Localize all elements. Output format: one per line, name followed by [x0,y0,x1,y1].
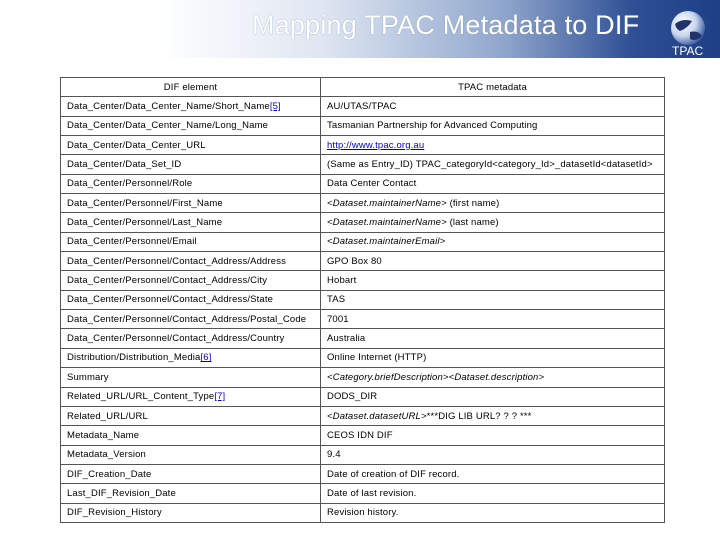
dif-element-text: Data_Center/Personnel/Contact_Address/Postal_Code [67,313,307,325]
table-row [61,271,665,290]
dif-element-cell [61,348,321,367]
footnote-reference-link[interactable]: [5] [269,101,281,113]
dif-element-text: Data_Center/Data_Set_ID [67,159,182,171]
dif-element-cell [61,310,321,329]
table-row [61,406,665,425]
dif-element-cell [61,97,321,116]
table-row [61,194,665,213]
dif-element-cell [61,368,321,387]
tpac-metadata-cell [321,252,665,271]
tpac-metadata-text: Date of creation of DIF record. [327,468,460,480]
dif-element-text: DIF_Creation_Date [67,468,152,480]
data-center-url-link[interactable]: http://www.tpac.org.au [327,139,425,151]
dif-element-cell [61,464,321,483]
tpac-metadata-cell [321,329,665,348]
dif-element-cell [61,271,321,290]
tpac-metadata-cell [321,348,665,367]
tpac-metadata-text: DODS_DIR [327,391,378,403]
dif-element-cell [61,484,321,503]
dif-element-text: Data_Center/Personnel/Contact_Address/State [67,294,274,306]
slide-title: Mapping TPAC Metadata to DIF [252,10,640,40]
dif-element-cell [61,194,321,213]
metadata-field-placeholder: <Dataset.maintainerName> [327,197,447,209]
tpac-metadata-text: Hobart [327,275,357,287]
dif-element-text: Metadata_Name [67,429,140,441]
dif-element-text: Data_Center/Personnel/Contact_Address/Address [67,255,287,267]
metadata-mapping-table [60,77,665,523]
table-row [61,368,665,387]
metadata-field-placeholder: <Dataset.maintainerEmail> [327,236,446,248]
tpac-metadata-cell [321,368,665,387]
tpac-metadata-text: Australia [327,333,366,345]
metadata-field-placeholder: <Dataset.datasetURL> [327,410,427,422]
tpac-metadata-cell [321,406,665,425]
table-row [61,252,665,271]
tpac-metadata-text: Online Internet (HTTP) [327,352,427,364]
dif-element-cell [61,406,321,425]
table-row [61,348,665,367]
tpac-metadata-cell [321,426,665,445]
metadata-field-placeholder: <Dataset.maintainerName> [327,217,447,229]
tpac-metadata-cell [321,464,665,483]
tpac-metadata-text: 7001 [327,313,349,325]
table-row [61,464,665,483]
tpac-metadata-cell [321,271,665,290]
dif-element-cell [61,426,321,445]
dif-element-cell [61,155,321,174]
tpac-metadata-cell [321,387,665,406]
table-row [61,232,665,251]
tpac-metadata-cell [321,174,665,193]
tpac-metadata-cell [321,232,665,251]
dif-element-cell [61,252,321,271]
tpac-metadata-cell [321,213,665,232]
table-row [61,310,665,329]
tpac-metadata-text: Data Center Contact [327,178,417,190]
dif-element-cell [61,174,321,193]
tpac-metadata-text: 9.4 [327,449,341,461]
dif-element-text: Metadata_Version [67,449,146,461]
tpac-metadata-text: TAS [327,294,346,306]
tpac-metadata-cell [321,136,665,155]
dif-element-cell [61,232,321,251]
tpac-metadata-text: AU/UTAS/TPAC [327,101,397,113]
footnote-reference-link[interactable]: [7] [214,391,226,403]
dif-element-text: Data_Center/Personnel/First_Name [67,197,223,209]
tpac-metadata-cell [321,194,665,213]
table-row [61,426,665,445]
dif-element-cell [61,387,321,406]
table-row [61,155,665,174]
dif-element-text: Last_DIF_Revision_Date [67,487,176,499]
title-banner [0,0,720,58]
footnote-reference-link[interactable]: [6] [200,352,212,364]
tpac-metadata-cell [321,116,665,135]
tpac-metadata-text: Date of last revision. [327,487,417,499]
dif-element-cell [61,213,321,232]
tpac-metadata-text: GPO Box 80 [327,255,382,267]
table-row [61,329,665,348]
dif-element-cell [61,503,321,522]
dif-element-cell [61,290,321,309]
tpac-metadata-text: Revision history. [327,507,399,519]
table-row [61,387,665,406]
metadata-note-text: ***DIG LIB URL? ? ? *** [426,410,532,422]
dif-element-text: Distribution/Distribution_Media [67,352,201,364]
dif-element-text: DIF_Revision_History [67,507,162,519]
metadata-note-text: (last name) [446,217,499,229]
table-row [61,213,665,232]
dif-element-text: Related_URL/URL_Content_Type [67,391,215,403]
dif-element-text: Data_Center/Personnel/Contact_Address/Country [67,333,285,345]
table-row [61,503,665,522]
tpac-metadata-cell [321,155,665,174]
column-header-dif-element: DIF element [61,78,321,97]
dif-element-text: Data_Center/Data_Center_Name/Short_Name [67,101,270,113]
logo-text: TPAC [672,44,704,58]
table-row [61,97,665,116]
tpac-metadata-text: Tasmanian Partnership for Advanced Computing [327,120,538,132]
table-row [61,174,665,193]
column-header-tpac-metadata: TPAC metadata [321,78,665,97]
table-row [61,290,665,309]
tpac-metadata-cell [321,310,665,329]
metadata-field-placeholder: <Category.briefDescription><Dataset.description> [327,371,545,383]
tpac-metadata-cell [321,445,665,464]
tpac-metadata-cell [321,290,665,309]
table-row [61,445,665,464]
dif-element-text: Data_Center/Data_Center_URL [67,139,206,151]
tpac-metadata-cell [321,97,665,116]
tpac-metadata-cell [321,484,665,503]
dif-element-cell [61,116,321,135]
dif-element-text: Data_Center/Personnel/Role [67,178,193,190]
dif-element-text: Summary [67,371,109,383]
dif-element-text: Data_Center/Data_Center_Name/Long_Name [67,120,269,132]
dif-element-text: Data_Center/Personnel/Email [67,236,197,248]
table-row [61,116,665,135]
table-row [61,484,665,503]
dif-element-text: Data_Center/Personnel/Contact_Address/City [67,275,268,287]
dif-element-cell [61,445,321,464]
tpac-metadata-text: CEOS IDN DIF [327,429,393,441]
table-row [61,136,665,155]
dif-element-text: Data_Center/Personnel/Last_Name [67,217,223,229]
dif-element-text: Related_URL/URL [67,410,148,422]
dif-element-cell [61,329,321,348]
table-header-row [61,78,665,97]
dif-element-cell [61,136,321,155]
tpac-metadata-text: (Same as Entry_ID) TPAC_categoryId<category_Id>_datasetId<datasetId> [327,159,653,171]
metadata-note-text: (first name) [446,197,500,209]
tpac-metadata-cell [321,503,665,522]
